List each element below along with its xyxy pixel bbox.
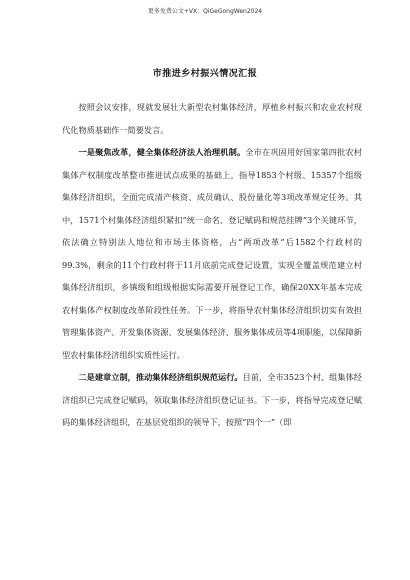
document-body — [62, 96, 362, 434]
paragraph-text: 目前，全市3523个村、组集体经济组织已完成登记赋码，领取集体经济组织登记证书。下一步，将指导完成登记赋码的集体经济组织，在基层党组织的领导下，按照“四个一”（即 — [62, 372, 362, 427]
section-1-heading: 一是聚焦改革，健全集体经济法人治理机制。 — [78, 147, 246, 157]
page-header: 更多免费公文+VX：QiGeGongWen2024 — [147, 8, 263, 15]
intro-paragraph — [62, 96, 362, 141]
paragraph-text: 全市在巩固用好国家第四批农村集体产权制度改革整市推进试点成果的基础上，指导1853个村级、15357个组级集体经济组织，全面完成清产核资、成员确认、股份量化等3项改革规定任务。其中，1571个村集体经济组织紧扣“统一命名、登记赋码和规范挂牌”3个关键环节，依法确立特别法人地位和市场主体资格，占“两项改革”后1582个行政村的99.3%，剩余的11个行政村将于11月底前完成登记设置，实现全覆盖规范建立村集体经济组织，乡镇级和组级根据实际需要开展登记工作，确保20XX年基本完成农村集体产权制度改革阶段性任务。下一步，将指导农村集体经济组织切实有效担管理集体资产、开发集体资源、发展集体经济、服务集体成员等4项职能，以保障新型农村集体经济组织实质性运行。 — [62, 147, 362, 360]
section-1-paragraph — [62, 141, 362, 366]
document-title: 市推进乡村振兴情况汇报 — [152, 69, 258, 79]
section-2-heading: 二是建章立制，推动集体经济组织规范运行。 — [78, 372, 243, 382]
section-2-paragraph — [62, 366, 362, 434]
paragraph-text: 按照会议安排，现就发展壮大新型农村集体经济，厚植乡村振兴和农业农村现代化物质基础作一简要发言。 — [62, 102, 362, 135]
